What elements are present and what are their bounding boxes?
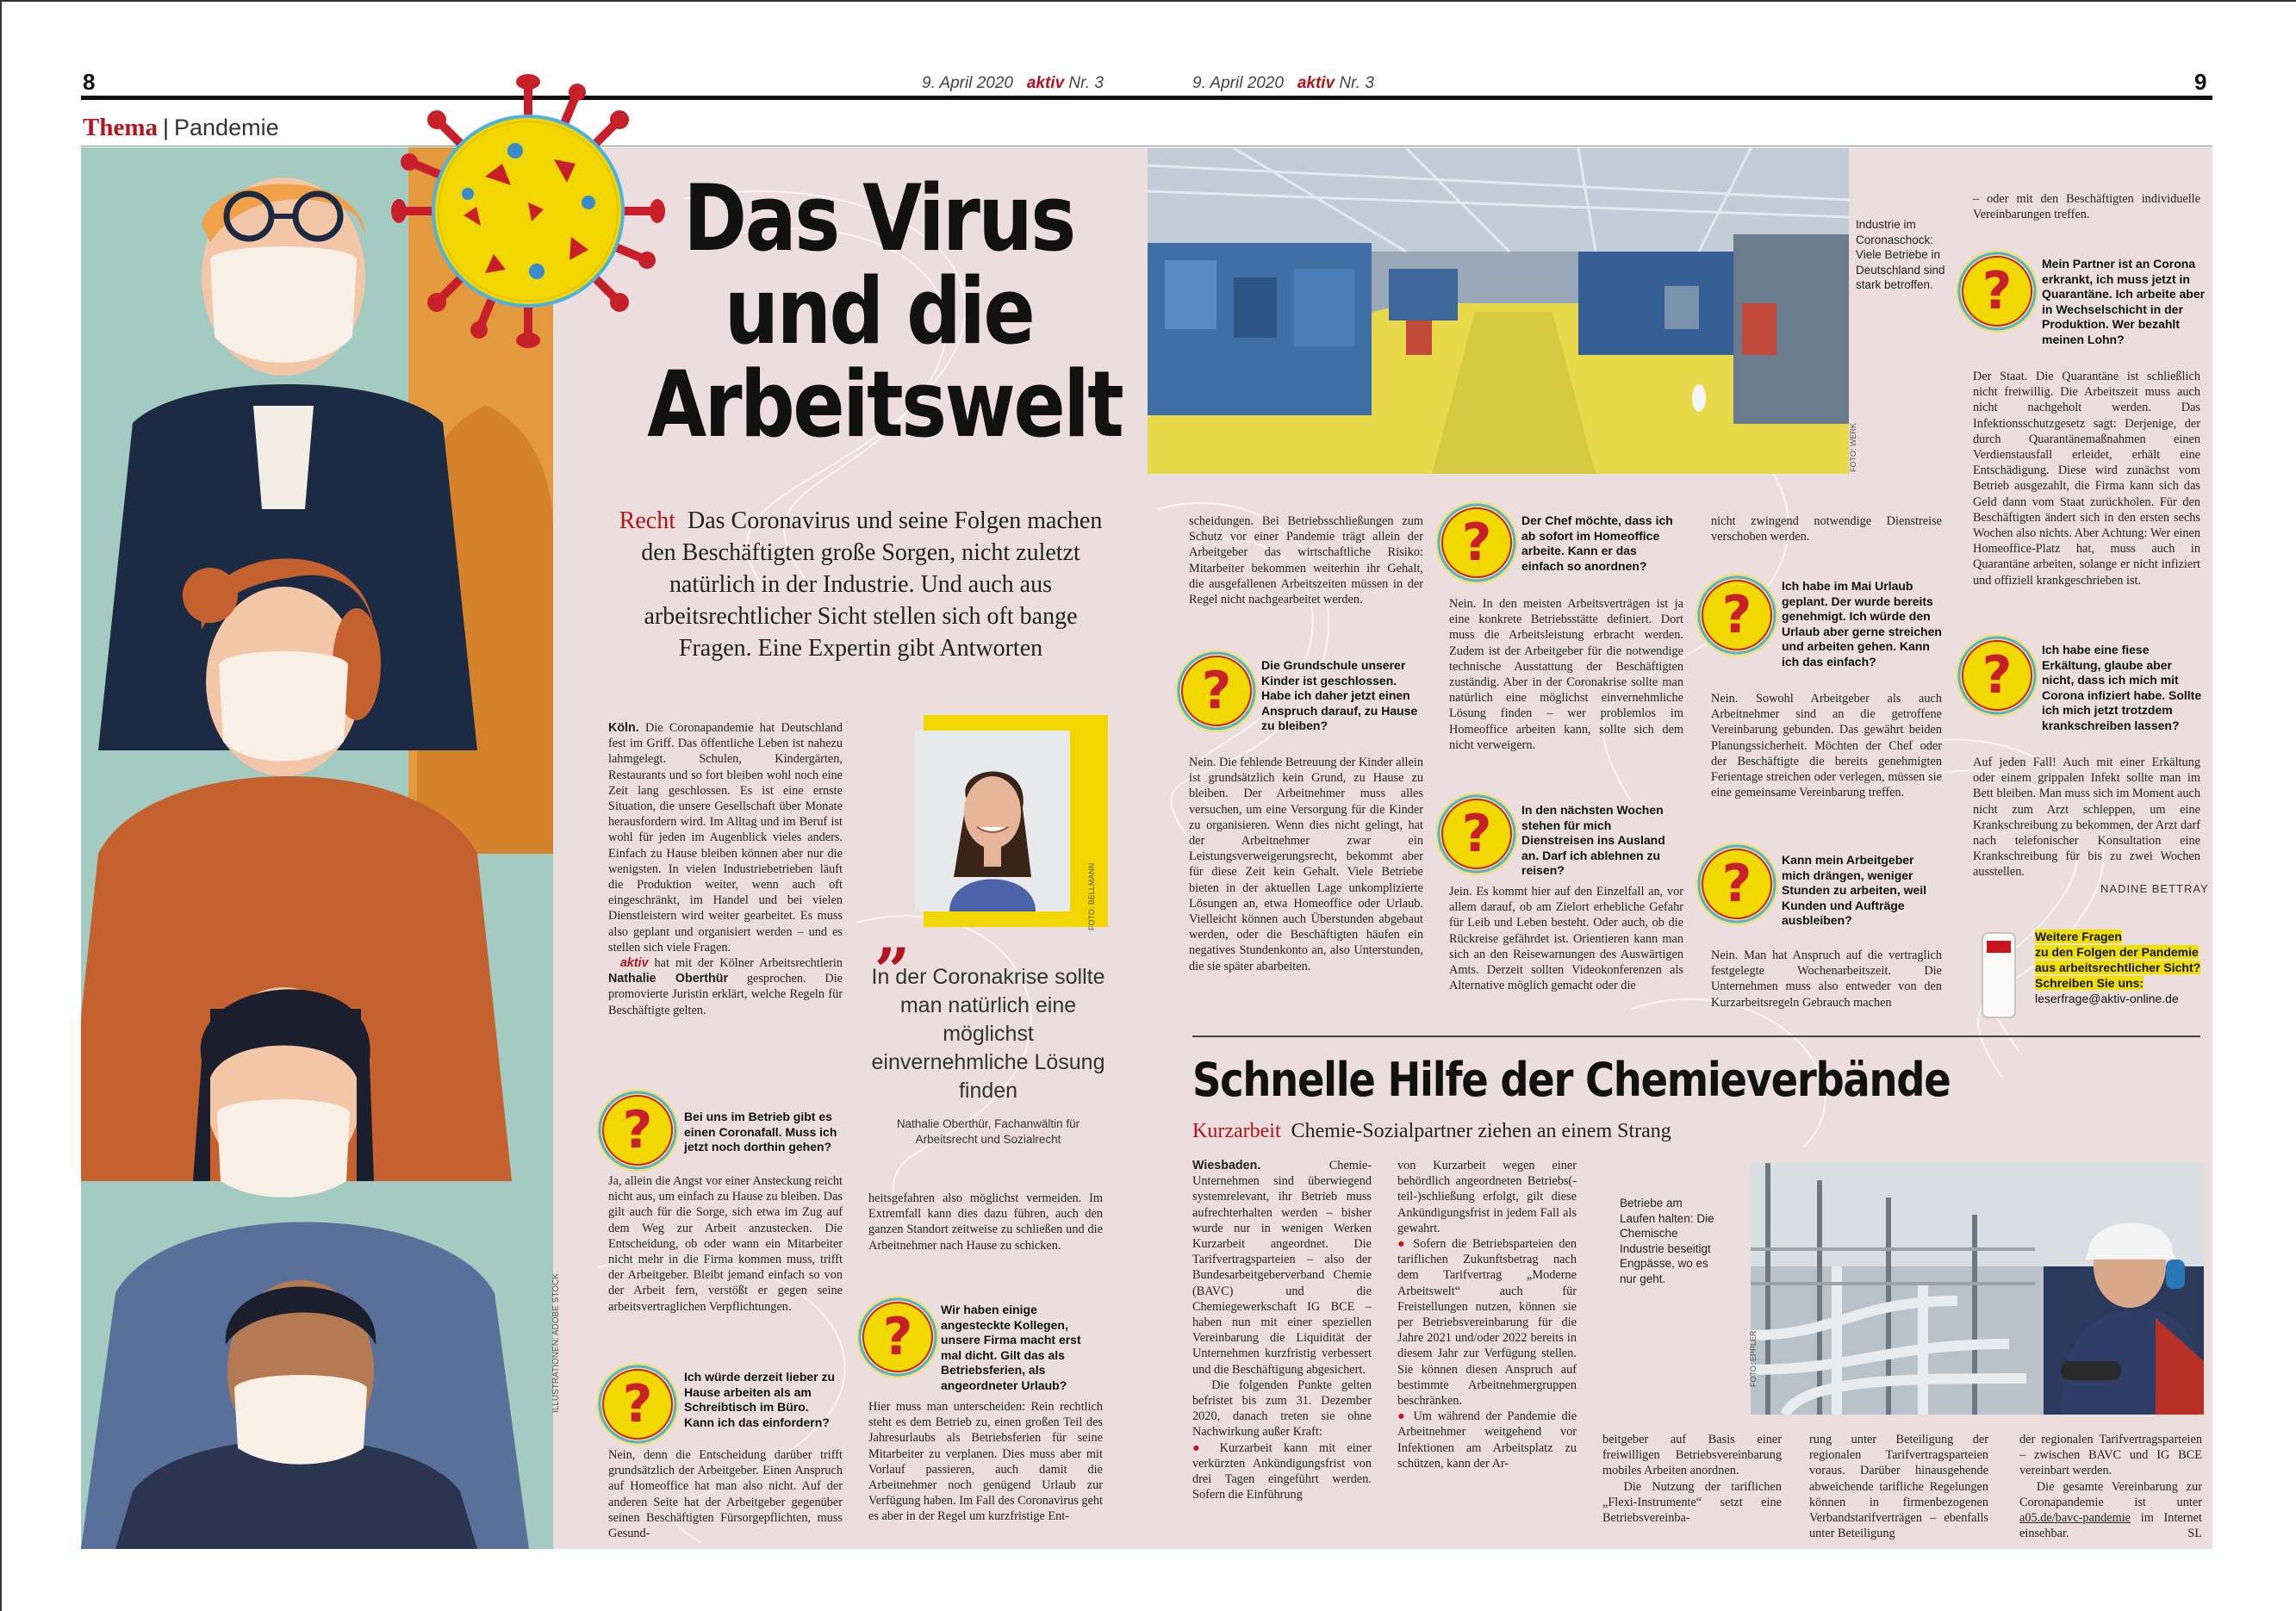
folio-date: 9. April 2020 [922, 74, 1013, 92]
coronavirus-icon [386, 69, 670, 353]
answer-1: Ja, allein die Angst vor einer Ansteckung reicht nicht aus, um einfach zu Hause zu bleiben. Das gilt auch für die Sorge, sich etwa im Zug auf dem Weg zur Arbeit anzustecken. Die Entscheidung, ob oder wann ein Mitarbeiter nicht mehr in die Firma kommen muss, trifft der Arbeitgeber. Bleibt jemand einfach so von der Arbeit fern, verstößt er gegen seine arbeitsvertraglichen Verpflichtungen. [608, 1174, 843, 1314]
phone-screen-header [1987, 941, 2011, 953]
headline-line: Arbeitswelt [647, 351, 1123, 458]
article-separator [1192, 1036, 2200, 1037]
question-10: Ich habe eine fiese Erkältung, glaube aber nicht, dass ich mich mit Corona infiziert habe. Sollte ich mich jetzt trotzdem krankschreiben lassen? [2042, 643, 2202, 732]
portrait-photo [915, 731, 1070, 911]
quote-mark: „ [875, 899, 912, 972]
question-7: Ich habe im Mai Urlaub geplant. Der wurde bereits genehmigt. Ich würde den Urlaub aber gerne streichen und arbeiten gehen. Kann ich das einfach? [1782, 579, 1942, 669]
headline-line: Das Virus [683, 165, 1074, 271]
infobox-line: Weitere Fragen [2035, 930, 2122, 943]
section-separator: | [163, 115, 170, 140]
portrait-credit: FOTO: BELLMANN [1087, 862, 1096, 930]
article2-text: Sofern die Betriebsparteien den tariflichen Zukunftsbetrag nach dem Tarifvertrag „Moderne Arbeitswelt“ auch für Freistellungen nutzen, können sie per Betriebsvereinbarung für die Jahre 2021 und/oder 2022 bereits in diesem Jahr zur Verfügung stellen. Sie können diesen Anspruch auf bestimmte Arbeitnehmergruppen beschränken. [1397, 1237, 1577, 1409]
pull-quote: In der Coronakrise sollte man natürlich eine möglichst einvernehmliche Lösung finden [871, 965, 1105, 1103]
svg-text:?: ? [1461, 513, 1492, 573]
infobox-email[interactable]: leserfrage@aktiv-online.de [2035, 992, 2179, 1005]
article2-subtitle: Chemie-Sozialpartner ziehen an einem Strang [1291, 1120, 1671, 1142]
answer-6: Jein. Es kommt hier auf den Einzelfall an, vor allem darauf, ob am Zielort erhebliche Gefahr für Leib und Leben besteht. Oder auch, ob die Rückreise gefährdet ist. Orientieren kann man sich an den Reisewarnungen des Auswärtigen Amts. Derzeit sollten Videokonferenzen als Alternative möglich gemacht oder die [1449, 885, 1683, 993]
question-mark-icon [594, 1361, 681, 1447]
infobox-line: Schreiben Sie uns: [2035, 976, 2144, 990]
svg-text:?: ? [1721, 585, 1752, 645]
author-signature: SL [2187, 1527, 2202, 1541]
answer-8-continued: – oder mit den Beschäftigten individuelle Vereinbarungen treffen. [1973, 192, 2200, 222]
left-border [0, 0, 2, 1611]
intro-text: gesprochen. Die promovierte Juristin erklärt, welche Regeln für Beschäftigte gelten. [608, 972, 843, 1017]
question-1: Bei uns im Betrieb gibt es einen Coronafall. Muss ich jetzt noch dorthin gehen? [684, 1110, 837, 1154]
svg-text:?: ? [1721, 854, 1752, 914]
question-5: Der Chef möchte, dass ich ab sofort im Homeoffice arbeite. Kann er das einfach so anordnen? [1521, 513, 1673, 573]
answer-3-continued: scheidungen. Bei Betriebsschließungen zum Schutz vor einer Pandemie trägt allein der Arbeitgeber das wirtschaftliche Risiko: Mitarbeiter bekommen weiterhin ihr Gehalt, die ausgefallenen Arbeitszeiten müssen in der Regel nicht nachgearbeitet werden. [1189, 514, 1423, 607]
article2-text: von Kurzarbeit wegen einer behördlich angeordneten Betriebs(-teil-)schließung erfolgt, gilt diese Ankündigungsfrist in jedem Fall als gewahrt. [1397, 1159, 1577, 1235]
intro-text: hat mit der Kölner Arbeitsrechtlerin [654, 956, 843, 971]
question-mark-icon [594, 1087, 681, 1173]
infobox-line: zu den Folgen der Pandemie [2035, 945, 2199, 959]
article2-text: Chemie-Unternehmen sind überwiegend systemrelevant, ihr Betrieb muss aufrechterhalten werden – bisher wurde nur in wenigen Werken Kurzarbeit angeordnet. Die Tarifvertragsparteien – also der Bundesarbeitgeberverband Chemie (BAVC) und die Chemiegewerkschaft IG BCE – haben nun mit einer speziellen Vereinbarung die Liquidität der Unternehmen kurzfristig verbessert und die Beschäftigung abgesichert. [1192, 1159, 1372, 1377]
lead-tag: Recht [619, 507, 675, 534]
folio-date: 9. April 2020 [1192, 74, 1284, 92]
answer-2: Nein, denn die Entscheidung darüber trifft grundsätzlich der Arbeitgeber. Einen Anspruch auf Homeoffice hat man also nicht. Auf der anderen Seite hat der Arbeitgeber gegenüber seinen Beschäftigten Fürsorgepflichten, muss Gesund- [608, 1448, 843, 1541]
author-signature: NADINE BETTRAY [2100, 882, 2209, 895]
plant-photo-credit: FOTO: EPPLER [1749, 1330, 1758, 1387]
article2-link[interactable]: a05.de/bavc-pandemie [2019, 1511, 2131, 1526]
answer-7: Nein. Sowohl Arbeitgeber als auch Arbeitnehmer sind an die getroffene Vereinbarung gebunden. Das gewährt beiden Planungssicherheit. Möchten der Chef oder der Beschäftigte die bereits genehmigten Ferientage streichen oder verlegen, müssen sie eine gemeinsame Vereinbarung treffen. [1711, 692, 1942, 800]
svg-text:?: ? [1461, 804, 1492, 864]
illustration-credit: ILLUSTRATIONEN: ADOBE STOCK [551, 1273, 561, 1413]
expert-name: Nathalie Oberthür [608, 972, 729, 986]
folio-issue: Nr. 3 [1339, 74, 1374, 92]
folio-brand: aktiv [1297, 74, 1335, 92]
question-mark-icon [1694, 572, 1780, 658]
chemical-plant-caption: Betriebe am Laufen halten: Die Chemische Industrie beseitigt Engpässe, wo es nur geht. [1620, 1197, 1714, 1285]
svg-text:?: ? [1982, 645, 2013, 706]
article2-headline: Schnelle Hilfe der Chemieverbände [1192, 1053, 1951, 1107]
question-mark-icon [855, 1294, 941, 1380]
infobox-line: aus arbeitsrechtlicher Sicht? [2035, 961, 2201, 974]
question-4: Die Grundschule unserer Kinder ist geschlossen. Habe ich daher jetzt einen Anspruch darauf, zu Hause zu bleiben? [1261, 658, 1418, 732]
article2-column-5 [2019, 1432, 2202, 1541]
woman-portrait-image [915, 731, 1070, 911]
intro-text: Die Coronapandemie hat Deutschland fest im Griff. Das öffentliche Leben ist nahezu lahmgelegt. Schulen, Kindergärten, Restaurants und so fort bleiben wohl noch eine Zeit lang geschlossen. Es ist eine ernste Situation, die unsere Gesellschaft über Monate herausfordern wird. Im Alltag und im Beruf ist wohl für jeden im Augenblick vieles anders. Einfach zu Hause bleiben können aber nur die wenigsten. In vielen Industriebetrieben läuft die Produktion weiter, wenn auch oft eingeschränkt, im Handel und bei vielen Dienstleistern wird weiter gearbeitet. Es muss also geplant und organisiert werden – und es stellen sich viele Fragen. [608, 721, 843, 955]
article-lead [608, 505, 1113, 664]
folio-brand: aktiv [1026, 74, 1065, 92]
answer-10: Auf jeden Fall! Auch mit einer Erkältung oder einem grippalen Infekt sollte man im Bett bleiben. Man muss sich im Moment auch nicht zum Arzt schleppen, um eine Krankschreibung zu bekommen, der Arzt darf nach telefonischer Konsultation eine Krankschreibung für bis zu zwei Wochen ausstellen. [1973, 756, 2200, 880]
article2-text: Um während der Pandemie die Arbeitnehmer weitgehend vor Infektionen am Arbeitsplatz zu schützen, kann der Ar- [1397, 1409, 1577, 1471]
quote-attribution: Nathalie Oberthür, Fachanwältin für Arbeitsrecht und Sozialrecht [896, 1117, 1080, 1146]
factory-photo-caption: Industrie im Coronaschock: Viele Betriebe in Deutschland sind stark betroffen. [1856, 218, 1945, 291]
topic-label: Pandemie [174, 115, 279, 140]
svg-text:?: ? [1982, 261, 2013, 321]
folio-left [922, 74, 1104, 93]
answer-5: Nein. In den meisten Arbeitsverträgen ist ja eine konkrete Betriebsstätte definiert. Dort muss die Arbeitsleistung erbracht werden. Zudem ist der Arbeitgeber für die notwendige technische Ausstattung der Beschäftigten zuständig. Aber in der Coronakrise sollte man natürlich eine möglichst einvernehmliche Lösung finden – wer problemlos im Homeoffice arbeiten kann, sollte sich dem nicht verweigern. [1449, 597, 1683, 752]
dateline: Wiesbaden. [1192, 1159, 1261, 1172]
article2-text: Die folgenden Punkte gelten befristet bis zum 31. Dezember 2020, danach treten sie ohne Nachwirkung außer Kraft: [1192, 1378, 1372, 1440]
folio-right [1192, 74, 1374, 93]
svg-text:?: ? [882, 1307, 913, 1367]
brand-mention: aktiv [619, 956, 649, 971]
smartphone-icon [1982, 932, 2016, 1018]
svg-text:?: ? [622, 1374, 653, 1434]
masked-people-graphic [81, 147, 553, 1549]
question-3: Wir haben einige angesteckte Kollegen, unsere Firma macht erst mal dicht. Gilt das als Betriebsferien, als angeordneter Urlaub? [941, 1303, 1081, 1392]
article2-text: im Internet einsehbar. [2019, 1511, 2202, 1541]
question-mark-icon [1434, 791, 1520, 877]
headline-line: und die [724, 258, 1034, 365]
reader-questions-box [2035, 929, 2207, 1006]
question-mark-icon [1173, 648, 1260, 734]
folio-issue: Nr. 3 [1068, 74, 1104, 92]
answer-2-continued: heitsgefahren also möglichst vermeiden. Im Extremfall kann dies dazu führen, auch den ganzen Standort zeitweise zu schließen und die Arbeitnehmer nach Hause zu schicken. [868, 1191, 1103, 1253]
article2-column-4: rung unter Beteiligung der regionalen Tarifvertragsparteien voraus. Darüber hinausgehende abweichende tarifliche Regelungen können in firmenbezogenen Verbandstarifverträgen – ebenfalls unter Beteiligung [1809, 1433, 1988, 1541]
question-mark-icon [1954, 632, 2040, 718]
lead-text: Das Coronavirus und seine Folgen machen den Beschäftigten große Sorgen, nicht zuletzt natürlich in der Industrie. Und auch aus arbeitsrechtlicher Sicht stellen sich oft bange Fragen. Eine Expertin gibt Antworten [641, 507, 1103, 662]
factory-photo-credit: FOTO: WERK [1849, 423, 1857, 472]
article2-column-2: von Kurzarbeit wegen einer behördlich angeordneten Betriebs(-teil-)schließung erfolgt, gilt diese Ankündigungsfrist in jedem Fall als gewahrt. ● Sofern die Betriebsparteien den tariflichen Zukunftsbetrag nach dem Tarifvertrag „Moderne Arbeitswelt“ auch für Freistellungen nutzen, können sie per Betriebsvereinbarung für die Jahre 2021 und/oder 2022 bereits in diesem Jahr zur Verfügung stellen. Sie können diesen Anspruch auf bestimmte Arbeitnehmergruppen beschränken. ● Um während der Pandemie die Arbeitnehmer weitgehend vor Infektionen am Arbeitsplatz zu schützen, kann der Ar- [1397, 1159, 1577, 1471]
answer-3: Hier muss man unterscheiden: Rein rechtlich steht es dem Betrieb zu, einen großen Teil des Jahresurlaubs als Betriebsferien für seine Mitarbeiter zu verplanen. Dies muss aber mit Vorlauf passieren, auch damit die Arbeitnehmer noch genügend Urlaub zur Verfügung haben. Im Fall des Coronavirus geht es aber in der Regel um kurzfristige Ent- [868, 1400, 1103, 1524]
intro-paragraph [608, 720, 843, 1018]
svg-text:?: ? [1201, 661, 1232, 721]
chemical-plant-photo [1751, 1163, 2204, 1415]
question-2: Ich würde derzeit lieber zu Hause arbeiten als am Schreibtisch im Büro. Kann ich das einfordern? [684, 1370, 836, 1429]
question-6: In den nächsten Wochen stehen für mich Dienstreisen ins Ausland an. Darf ich ablehnen zu reisen? [1521, 803, 1665, 877]
dateline: Köln. [608, 721, 639, 735]
article2-text: Kurzarbeit kann mit einer verkürzten Ankündigungsfrist von drei Tagen eingeführt werden. Sofern die Einführung [1192, 1440, 1372, 1502]
answer-9: Der Staat. Die Quarantäne ist schließlich nicht freiwillig. Die Arbeitszeit muss auch nicht nachgeholt werden. Das Infektionsschutzgesetz sagt: Derjenige, der durch Quarantänemaßnahmen einen Verdienstausfall erleidet, erhält eine Entschädigung. Diese wird zunächst vom Betrieb ausgezahlt, die Firma kann sich das Geld dann vom Staat zurückholen. Für den Beschäftigten ändert sich in den ersten sechs Wochen also nichts. Aber Achtung: Wer einen Homeoffice-Platz hat, muss auch in Quarantäne arbeiten, solange er nicht infiziert und offiziell krankgeschrieben ist. [1973, 370, 2200, 588]
worker-refinery-image [1751, 1163, 2204, 1415]
article2-text: Die Nutzung der tariflichen „Flexi-Instrumente“ setzt eine Betriebsvereinba- [1602, 1479, 1782, 1526]
article2-column-1: Wiesbaden. Chemie-Unternehmen sind überwiegend systemrelevant, ihr Betrieb muss aufrechterhalten werden – bisher wurde nur in wenigen Werken Kurzarbeit angeordnet. Die Tarifvertragsparteien – also der Bundesarbeitgeberverband Chemie (BAVC) und die Chemiegewerkschaft IG BCE – haben nun mit einer speziellen Vereinbarung die Liquidität der Unternehmen kurzfristig verbessert und die Beschäftigung abgesichert. Die folgenden Punkte gelten befristet bis zum 31. Dezember 2020, danach treten sie ohne Nachwirkung außer Kraft: ● Kurzarbeit kann mit einer verkürzten Ankündigungsfrist von drei Tagen eingeführt werden. Sofern die Einführung [1192, 1159, 1372, 1502]
factory-interior-image [1148, 148, 1849, 474]
top-border [0, 0, 2296, 2]
expert-portrait [915, 715, 1104, 948]
question-mark-icon [1434, 500, 1520, 586]
article2-text: beitgeber auf Basis einer freiwilligen Betriebsvereinbarung mobiles Arbeiten anordnen. [1602, 1433, 1782, 1478]
article-headline [647, 165, 1123, 458]
people-masks-illustration [81, 147, 553, 1549]
svg-text:?: ? [622, 1100, 653, 1160]
section-label: Thema [83, 114, 158, 141]
factory-hall-photo [1148, 148, 1849, 474]
article2-text: Die gesamte Vereinbarung zur Coronapandemie ist unter [2019, 1479, 2203, 1509]
answer-4: Nein. Die fehlende Betreuung der Kinder allein ist grundsätzlich kein Grund, zu Hause zu bleiben. Der Arbeitnehmer muss alles versuchen, um eine Versorgung für die Kinder zu organisieren. Wenn dies nicht gelingt, hat der Arbeitnehmer zwar ein Leistungsverweigerungsrecht, bekommt aber für diese Zeit kein Gehalt. Viele Betriebe bieten in der aktuellen Lage unkomplizierte Lösungen an, etwa Homeoffice oder Urlaub. Vielleicht können auch Überstunden abgebaut werden, oder die Beschäftigten häufen ein negatives Stundenkonto an, also Unterstunden, die sie später abarbeiten. [1189, 756, 1423, 973]
answer-8: Nein. Man hat Anspruch auf die vertraglich festgelegte Wochenarbeitszeit. Die Unternehmen muss also entweder von den Kurzarbeitsregeln Gebrauch machen [1711, 949, 1942, 1010]
section-kicker [83, 114, 279, 142]
article2-subline [1192, 1120, 1671, 1143]
page-number-left: 8 [83, 69, 96, 95]
question-9: Mein Partner ist an Corona erkrankt, ich muss jetzt in Quarantäne. Ich arbeite aber in Wechselschicht in der Produktion. Wer bezahlt meinen Lohn? [2042, 257, 2206, 346]
question-8: Kann mein Arbeitgeber mich drängen, weniger Stunden zu arbeiten, weil Kunden und Aufträge ausbleiben? [1782, 853, 1927, 927]
article2-tag: Kurzarbeit [1192, 1120, 1281, 1142]
question-mark-icon [1954, 248, 2040, 334]
page-number-right: 9 [2194, 69, 2207, 95]
article2-text: der regionalen Tarifvertragsparteien – zwischen BAVC und IG BCE vereinbart werden. [2019, 1433, 2202, 1478]
article2-column-3 [1602, 1432, 1782, 1526]
question-mark-icon [1694, 841, 1780, 927]
answer-6-continued: nicht zwingend notwendige Dienstreise verschoben werden. [1711, 514, 1942, 544]
